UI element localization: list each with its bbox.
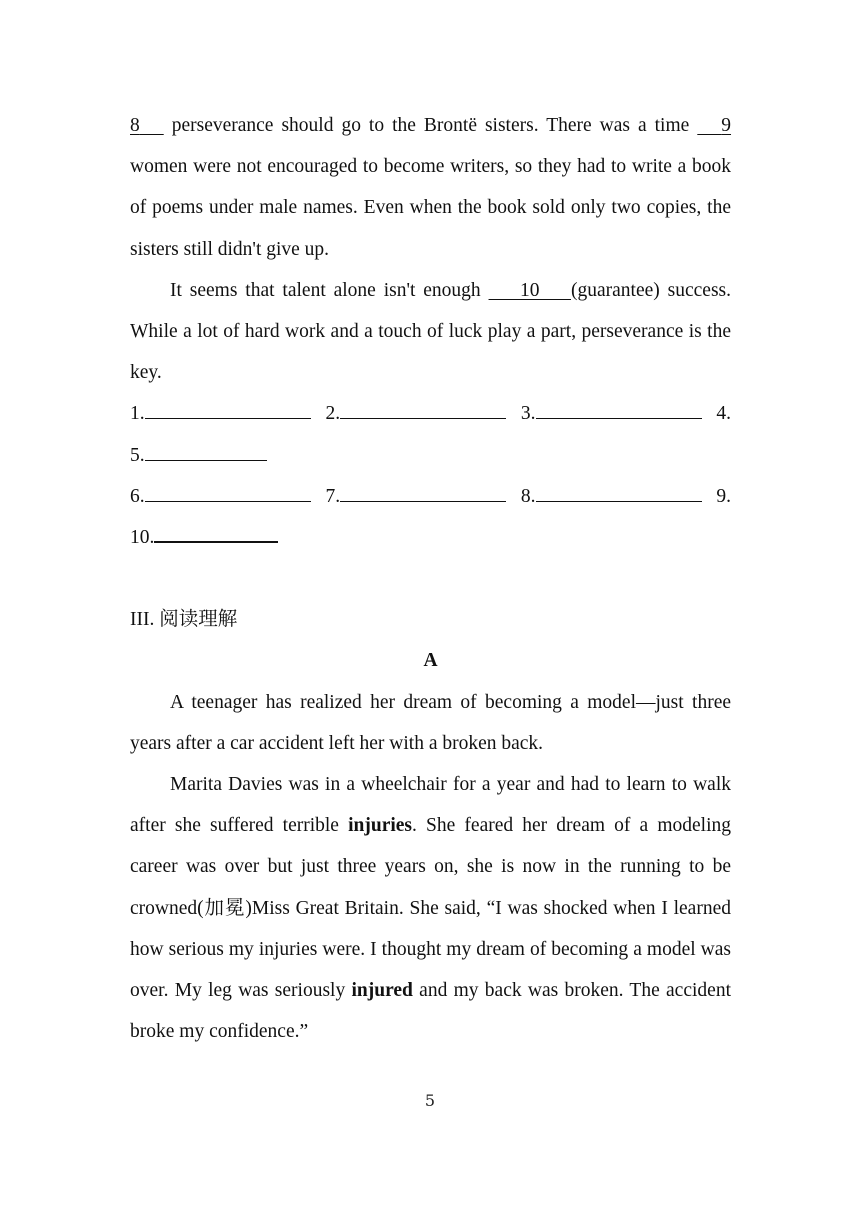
reading-text: . She feared her dream of a modeling career was over but just three years on, she is now in the running to be crowned(加冕)Miss Great Britain. She said, “I was shocked when I learned how serious my injuries were. I thought my dream of becoming a model was over. My leg was seriously [130,815,731,1002]
passage-heading: A [423,650,438,672]
passage-text: It seems that talent alone isn't enough [170,279,489,301]
answer-row-4 [130,517,731,558]
passage-paragraph-1 [130,105,731,270]
reading-paragraph-2 [130,764,731,1052]
answer-3[interactable]: 3. [521,393,702,434]
answer-4[interactable]: 4. [716,403,731,425]
bold-word: injuries [348,815,413,837]
answer-6[interactable]: 6. [130,476,311,517]
answer-row-1 [130,393,731,434]
passage-paragraph-2 [130,270,731,394]
bold-word: injured [351,980,413,1002]
answer-2[interactable]: 2. [325,393,506,434]
answer-row-3 [130,476,731,517]
answer-row-2 [130,435,731,476]
section-title: III. 阅读理解 [130,609,238,631]
passage-text: women were not encouraged to become writers, so they had to write a book of poems under male names. Even when the book sold only two copies, the sisters still didn't give up. [130,156,731,260]
blank-10: 10 [520,279,540,301]
passage-text: (guarantee) success. While a lot of hard work and a touch of luck play a part, perseverance is the key. [130,279,731,384]
blank-9: 9 [721,115,732,136]
passage-text: perseverance should go to the Brontë sisters. There was a time [163,115,698,136]
reading-paragraph-1: A teenager has realized her dream of becoming a model—just three years after a car accident left her with a broken back. [130,691,731,754]
page-number: 5 [424,1091,436,1110]
blank-8: 8 [130,115,140,136]
answer-9[interactable]: 9. [716,485,731,507]
answer-8[interactable]: 8. [521,476,702,517]
reading-text: and my back was broken. The accident broke my confidence.” [130,980,731,1043]
document-page [130,105,731,1052]
answer-10[interactable]: 10. [130,517,278,558]
answer-1[interactable]: 1. [130,393,311,434]
answer-7[interactable]: 7. [325,476,506,517]
reading-text: Marita Davies was in a wheelchair for a year and had to learn to walk after she suffered terrible [130,774,731,837]
answer-5[interactable]: 5. [130,435,267,476]
